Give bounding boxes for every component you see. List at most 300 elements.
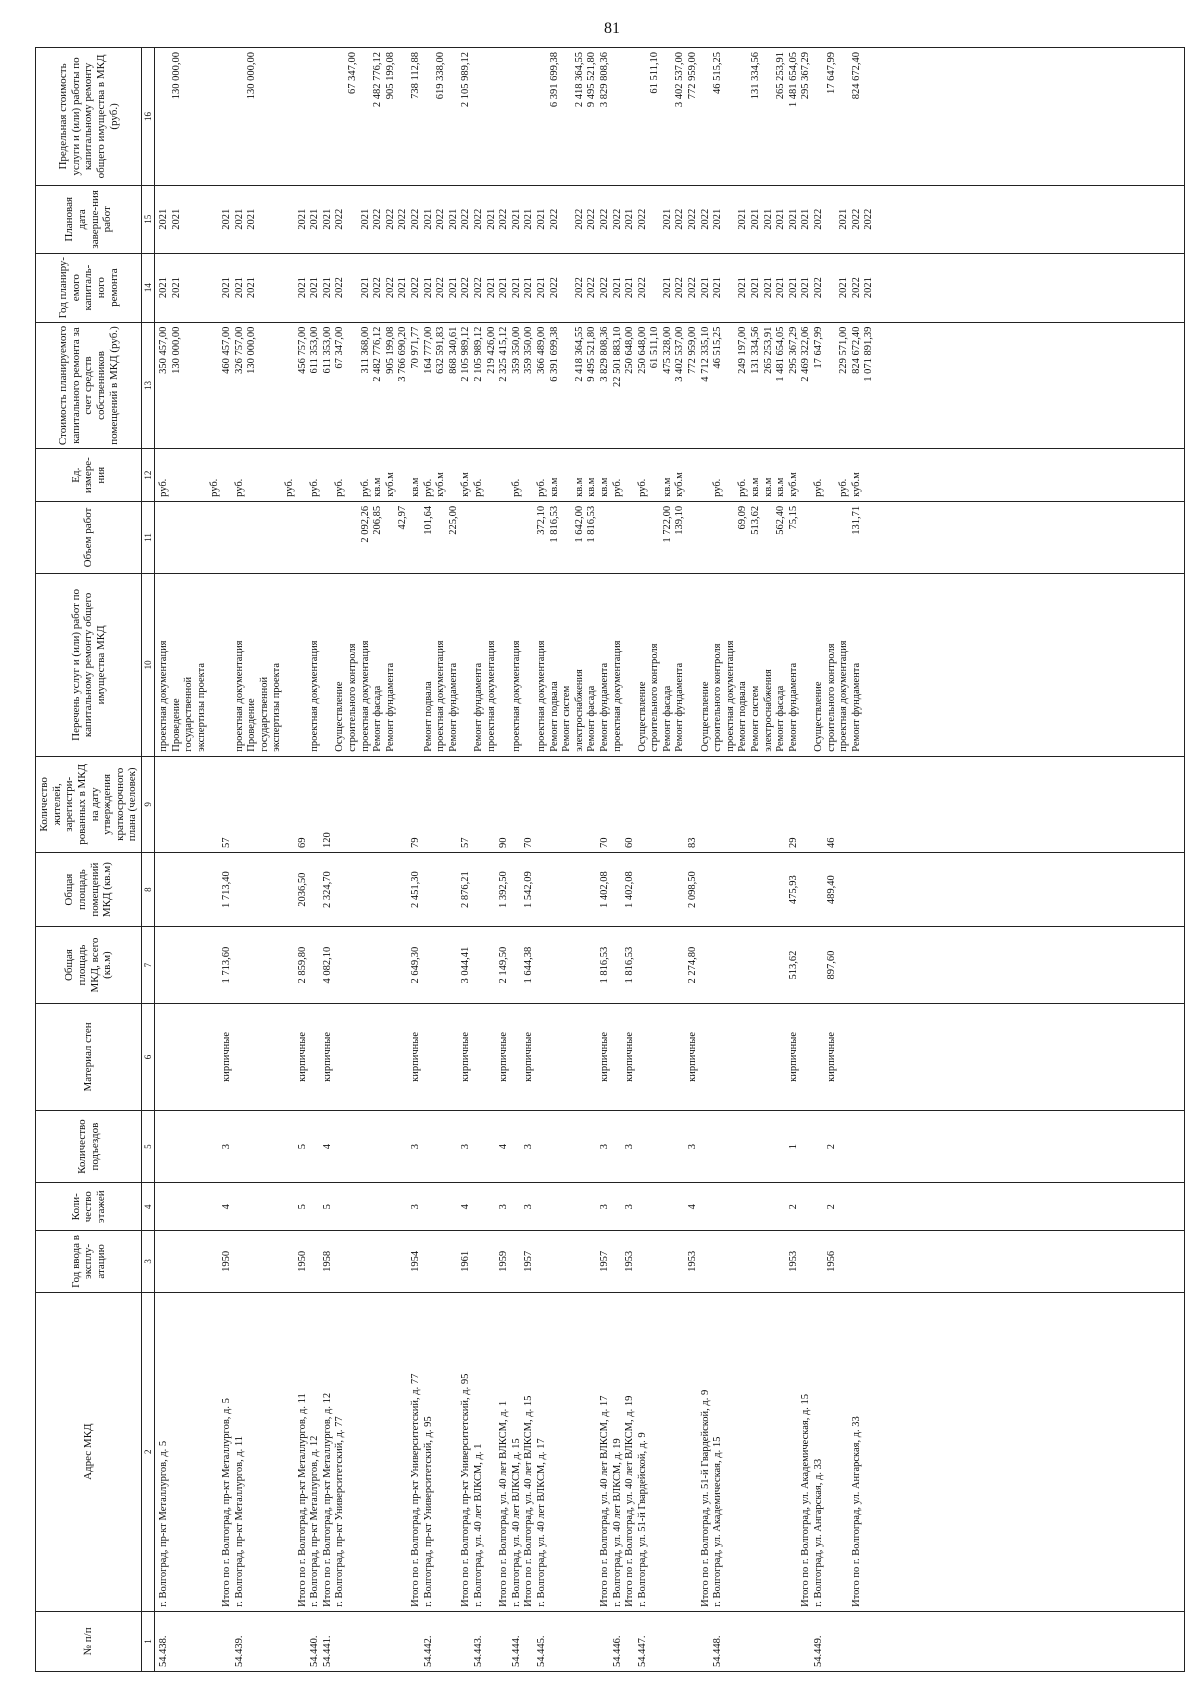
table-cell-line: 54.449.: [813, 1635, 824, 1667]
table-cell-line: 2 105 989,12: [460, 52, 472, 108]
table-cell-line: [385, 506, 398, 569]
table-cell-line: [637, 1187, 650, 1226]
table-cell-line: 57: [221, 837, 233, 848]
column-number: 4: [142, 1183, 155, 1231]
table-cell-line: [423, 857, 436, 922]
table-cell-line: [637, 1008, 650, 1106]
table-cell-line: 2022: [687, 208, 699, 230]
table-cell-line: [549, 1297, 562, 1607]
table-cell-line: [826, 327, 839, 445]
table-cell-line: [750, 761, 763, 848]
table-cell-line: [838, 1616, 851, 1667]
table-cell-line: [712, 1008, 725, 1106]
table-cell-line: 75,15: [787, 505, 799, 530]
table-cell-line: 2021: [523, 277, 535, 299]
table-cell-line: [347, 327, 360, 445]
table-cell-line: [397, 857, 410, 922]
table-cell-line: [511, 857, 524, 922]
table-cell-line: 2 482 776,12: [372, 326, 384, 382]
table-cell-line: [171, 761, 184, 848]
table-cell-line: кв.м: [372, 477, 384, 497]
table-cell-line: г. Волгоград, пр-кт Металлургов, д. 12: [309, 1435, 321, 1607]
table-cell-line: [196, 258, 209, 318]
table-cell-line: 2021: [535, 208, 547, 230]
table-cell-line: 46: [825, 837, 837, 848]
table-cell-line: [511, 1115, 524, 1178]
column-header: Общая площадь МКД, всего (кв.м): [36, 927, 142, 1004]
table-cell-line: [800, 1187, 813, 1226]
table-cell-line: 2021: [296, 208, 308, 230]
table-cell-line: [284, 1235, 297, 1287]
table-cell-line: [586, 857, 599, 922]
table-cell-line: [813, 52, 826, 181]
table-cell-line: [662, 52, 675, 181]
table-cell-line: [725, 1187, 738, 1226]
table-cell-line: 824 672,40: [850, 326, 862, 374]
table-cell-line: 2022: [435, 208, 447, 230]
table-cell-line: [473, 506, 486, 569]
table-cell-line: 3 766 690,20: [397, 326, 409, 382]
table-cell-line: [297, 578, 310, 752]
table-cell-line: [448, 52, 461, 181]
table-cell-line: [435, 506, 448, 569]
table-cell-line: [246, 1115, 259, 1178]
table-cell-line: [511, 931, 524, 999]
table-cell-line: [687, 506, 700, 569]
table-cell-line: [624, 506, 637, 569]
table-cell-line: [234, 761, 247, 848]
table-cell-line: [448, 1235, 461, 1287]
table-cell-line: [397, 1115, 410, 1178]
table-cell-line: 57: [460, 837, 472, 848]
table-cell-line: [309, 1235, 322, 1287]
table-cell-line: 1956: [825, 1250, 837, 1272]
table-cell-line: 2021: [624, 208, 636, 230]
table-cell-line: [448, 1008, 461, 1106]
table-cell-line: 1953: [687, 1250, 699, 1272]
table-cell-line: 562,40: [775, 505, 787, 535]
table-cell-line: 2022: [850, 277, 862, 299]
table-cell-line: [574, 931, 587, 999]
table-cell-line: [561, 1115, 574, 1178]
table-cell-line: [171, 1115, 184, 1178]
table-cell-line: 2021: [498, 277, 510, 299]
table-cell-line: [725, 857, 738, 922]
table-cell-line: 611 353,00: [309, 326, 321, 374]
table-column-3: [155, 1231, 1185, 1292]
table-cell-line: [423, 761, 436, 848]
table-cell-line: [423, 1008, 436, 1106]
table-cell-line: 225,00: [447, 505, 459, 535]
table-cell-line: [259, 1187, 272, 1226]
table-cell-line: 738 112,88: [410, 52, 421, 99]
table-cell-line: [473, 931, 486, 999]
column-header: Объем работ: [36, 501, 142, 573]
table-cell-line: 2021: [485, 277, 497, 299]
table-cell-line: 1: [787, 1143, 799, 1150]
table-cell-line: [486, 857, 499, 922]
table-cell-line: [523, 52, 536, 181]
table-cell-line: 250 648,00: [636, 326, 648, 374]
table-cell-line: [637, 1235, 650, 1287]
table-cell-line: [372, 761, 385, 848]
table-cell-line: [322, 506, 335, 569]
table-cell-line: 67 347,00: [334, 326, 346, 369]
column-number: 13: [142, 322, 155, 449]
table-cell-line: [624, 1616, 637, 1667]
table-cell-line: [372, 1235, 385, 1287]
table-cell-line: куб.м: [787, 472, 799, 497]
table-cell-line: [234, 1235, 247, 1287]
table-cell-line: 2022: [611, 208, 623, 230]
table-cell-line: [183, 506, 196, 569]
table-cell-line: 22 501 883,10: [611, 326, 623, 387]
table-cell-line: [196, 1235, 209, 1287]
table-cell-line: [800, 506, 813, 569]
table-cell-line: [385, 761, 398, 848]
column-header: Перечень услуг и (или) работ по капитальному ремонту общего имущества МКД: [36, 574, 142, 757]
table-cell-line: [259, 1115, 272, 1178]
table-cell-line: кирпичные: [624, 1032, 636, 1082]
table-cell-line: 2021: [246, 277, 258, 299]
table-cell-line: 130 000,00: [246, 52, 258, 100]
table-cell-line: [183, 190, 196, 249]
table-cell-line: 359 350,00: [510, 326, 522, 374]
table-cell-line: [712, 1115, 725, 1178]
table-cell-line: 905 199,08: [384, 326, 396, 374]
table-cell-line: кв.м: [548, 477, 560, 497]
table-cell-line: 131,71: [850, 505, 862, 535]
table-cell-line: [334, 1616, 347, 1667]
table-cell-line: 17 647,99: [813, 326, 824, 369]
table-cell-line: [750, 1115, 763, 1178]
column-number: 7: [142, 927, 155, 1004]
table-cell-line: 2021: [221, 277, 233, 299]
table-cell-line: [486, 1235, 499, 1287]
table-cell-line: 824 672,40: [850, 52, 862, 100]
table-cell-line: руб.: [208, 478, 220, 497]
table-cell-line: [486, 1616, 499, 1667]
table-cell-line: [536, 52, 549, 181]
table-cell-line: [813, 506, 826, 569]
table-cell-line: 5: [321, 1204, 333, 1210]
table-cell-line: [574, 761, 587, 848]
table-cell-line: 1953: [787, 1250, 799, 1272]
table-cell-line: 3: [221, 1143, 233, 1150]
table-cell-line: 2 649,30: [410, 946, 421, 984]
table-cell-line: [171, 857, 184, 922]
table-cell-line: 2 469 322,06: [800, 326, 812, 382]
table-column-8: [155, 852, 1185, 926]
table-cell-line: [674, 1235, 687, 1287]
table-cell-line: 206,85: [372, 505, 384, 535]
table-cell-line: [171, 1235, 184, 1287]
table-cell-line: 2021: [661, 208, 673, 230]
table-cell-line: [574, 1235, 587, 1287]
table-cell-line: 2022: [498, 208, 510, 230]
table-cell-line: 2 274,80: [687, 946, 699, 984]
table-cell-line: проектная документация: [838, 640, 850, 752]
table-cell-line: [360, 52, 373, 181]
table-cell-line: [737, 1115, 750, 1178]
table-cell-line: [763, 1115, 776, 1178]
table-cell-line: 2021: [485, 208, 497, 230]
table-cell-line: [737, 1616, 750, 1667]
table-cell-line: 2021: [750, 277, 762, 299]
table-cell-line: [498, 453, 511, 496]
column-number: 5: [142, 1111, 155, 1183]
table-cell-line: [448, 761, 461, 848]
table-cell-line: [763, 931, 776, 999]
table-cell-line: [271, 1235, 284, 1287]
table-cell-line: 2021: [737, 277, 749, 299]
table-cell-line: [347, 453, 360, 496]
table-cell-line: [360, 761, 373, 848]
table-cell-line: [662, 1115, 675, 1178]
table-cell-line: [284, 578, 297, 752]
table-cell-line: 2021: [762, 208, 774, 230]
table-cell-line: [637, 761, 650, 848]
table-cell-line: [397, 761, 410, 848]
table-cell-line: [763, 761, 776, 848]
table-cell-line: [586, 1616, 599, 1667]
table-cell-line: 2022: [384, 208, 396, 230]
table-cell-line: Ремонт фундамента: [384, 662, 396, 752]
table-column-14: [155, 253, 1185, 322]
table-cell-line: [800, 1008, 813, 1106]
table-cell-line: экспертизы проекта: [195, 663, 207, 752]
table-column-15: [155, 185, 1185, 253]
table-cell-line: 2 451,30: [410, 871, 421, 908]
table-cell-line: [473, 52, 486, 181]
table-cell-line: [385, 1297, 398, 1607]
table-cell-line: [775, 1008, 788, 1106]
table-cell-line: проектная документация: [309, 640, 321, 752]
table-cell-line: [700, 931, 713, 999]
table-cell-line: [271, 1187, 284, 1226]
table-cell-line: [284, 1115, 297, 1178]
table-cell-line: 2021: [535, 277, 547, 299]
table-cell-line: [435, 857, 448, 922]
table-cell-line: [410, 1616, 423, 1667]
table-cell-line: [334, 506, 347, 569]
table-cell-line: [586, 1187, 599, 1226]
capital-repair-table-sheet: [35, 47, 1185, 1672]
table-cell-line: [624, 52, 637, 181]
table-cell-line: [360, 1187, 373, 1226]
table-cell-line: [649, 761, 662, 848]
table-cell-line: экспертизы проекта: [271, 663, 283, 752]
table-cell-line: электроснабжения: [573, 669, 585, 752]
table-cell-line: 2021: [712, 277, 724, 299]
table-cell-line: 2 325 415,12: [498, 326, 510, 382]
table-cell-line: 3 829 808,36: [598, 52, 610, 108]
table-cell-line: [662, 1616, 675, 1667]
table-cell-line: 229 571,00: [838, 326, 850, 374]
table-cell-line: [511, 506, 524, 569]
table-cell-line: руб.: [712, 478, 724, 497]
table-cell-line: [259, 327, 272, 445]
table-cell-line: [725, 258, 738, 318]
table-cell-line: руб.: [334, 478, 346, 497]
table-cell-line: 61 511,10: [649, 52, 661, 94]
table-cell-line: 2022: [813, 208, 824, 230]
table-cell-line: 2021: [246, 208, 258, 230]
table-cell-line: [372, 1187, 385, 1226]
table-cell-line: [322, 453, 335, 496]
table-cell-line: [498, 52, 511, 181]
table-cell-line: [662, 1008, 675, 1106]
table-cell-line: 101,64: [422, 505, 434, 535]
table-cell-line: 5: [296, 1204, 308, 1210]
table-cell-line: [775, 931, 788, 999]
table-cell-line: [221, 506, 234, 569]
table-cell-line: [473, 1235, 486, 1287]
table-cell-line: [712, 1235, 725, 1287]
table-cell-line: [284, 761, 297, 848]
table-cell-line: [700, 506, 713, 569]
table-cell-line: [246, 1616, 259, 1667]
table-cell-line: 2021: [787, 277, 799, 299]
table-cell-line: 2022: [687, 277, 699, 299]
table-cell-line: 90: [498, 837, 510, 848]
table-cell-line: 2 859,80: [296, 946, 308, 984]
table-cell-line: [259, 52, 272, 181]
column-header: Стоимость планируемого капитального ремонта за счет средств собственников помещений в МКД (руб.): [36, 322, 142, 449]
table-cell-line: [347, 1008, 360, 1106]
table-cell-line: кв.м: [573, 477, 585, 497]
table-cell-line: [788, 1297, 801, 1607]
table-cell-line: 2022: [573, 277, 585, 299]
table-cell-line: 1 642,00: [573, 505, 585, 543]
table-cell-line: [171, 1297, 184, 1607]
table-cell-line: [372, 1115, 385, 1178]
table-column-1: [155, 1611, 1185, 1671]
table-cell-line: [284, 1008, 297, 1106]
table-cell-line: [309, 1187, 322, 1226]
table-cell-line: [612, 1115, 625, 1178]
table-cell-line: [662, 1187, 675, 1226]
table-cell-line: 2 418 364,55: [573, 326, 585, 382]
table-cell-line: 3: [498, 1204, 510, 1210]
table-cell-line: [838, 506, 851, 569]
table-cell-line: 2021: [838, 277, 850, 299]
table-cell-line: [259, 1297, 272, 1607]
table-cell-line: 46 515,25: [712, 326, 724, 369]
table-cell-line: 2021: [699, 277, 711, 299]
table-cell-line: [700, 1008, 713, 1106]
table-cell-line: куб.м: [435, 472, 447, 497]
table-cell-line: [196, 52, 209, 181]
column-number: 14: [142, 253, 155, 322]
column-header: Предельная стоимость услуги и (или) работы по капитальному ремонту общего имущества в МКД (руб.): [36, 48, 142, 186]
table-cell-line: [674, 1187, 687, 1226]
table-cell-line: [700, 1187, 713, 1226]
table-cell-line: строительного контроля: [347, 643, 359, 752]
table-cell-line: 1 816,53: [586, 505, 598, 543]
table-cell-line: [171, 1008, 184, 1106]
table-cell-line: [649, 1187, 662, 1226]
table-cell-line: [183, 931, 196, 999]
table-cell-line: [397, 578, 410, 752]
table-cell-line: [221, 52, 234, 181]
table-cell-line: [196, 1297, 209, 1607]
table-cell-line: 2021: [447, 277, 459, 299]
table-cell-line: [372, 931, 385, 999]
table-cell-line: [674, 931, 687, 999]
table-cell-line: [334, 52, 347, 181]
table-cell-line: [209, 1008, 222, 1106]
table-cell-line: куб.м: [674, 472, 686, 497]
table-cell-line: [385, 931, 398, 999]
table-cell-line: [209, 190, 222, 249]
table-cell-line: [347, 761, 360, 848]
table-column-9: [155, 756, 1185, 852]
table-cell-line: 1 722,00: [661, 505, 673, 543]
table-cell-line: куб.м: [460, 472, 472, 497]
table-cell-line: кв.м: [410, 477, 421, 497]
table-cell-line: г. Волгоград, ул. Ангарская, д. 33: [813, 1458, 824, 1607]
table-cell-line: [838, 52, 851, 181]
table-cell-line: 326 757,00: [233, 326, 245, 374]
table-cell-line: [800, 578, 813, 752]
table-cell-line: [775, 1616, 788, 1667]
table-cell-line: [649, 1008, 662, 1106]
table-cell-line: 1953: [624, 1250, 636, 1272]
table-cell-line: [687, 1297, 700, 1607]
table-cell-line: 2021: [611, 277, 623, 299]
table-cell-line: 2021: [359, 208, 371, 230]
table-cell-line: [435, 1616, 448, 1667]
table-cell-line: 2022: [472, 277, 484, 299]
table-cell-line: [385, 1187, 398, 1226]
table-cell-line: Осуществление: [334, 681, 346, 752]
table-cell-line: [397, 931, 410, 999]
table-cell-line: [561, 1187, 574, 1226]
column-header: Количество жителей, зарегистри-рованных в МКД на дату утверждения краткосрочного плана (человек): [36, 756, 142, 852]
table-cell-line: кв.м: [775, 477, 787, 497]
table-cell-line: [271, 258, 284, 318]
table-cell-line: [750, 1187, 763, 1226]
table-cell-line: 2022: [548, 277, 560, 299]
table-cell-line: 4: [221, 1204, 233, 1210]
table-cell-line: 4 082,10: [321, 946, 333, 984]
table-cell-line: [687, 1616, 700, 1667]
table-cell-line: руб.: [510, 478, 522, 497]
table-cell-line: [448, 931, 461, 999]
table-cell-line: 69: [296, 837, 308, 848]
table-cell-line: [574, 1008, 587, 1106]
table-cell-line: [700, 1115, 713, 1178]
table-cell-line: г. Волгоград, пр-кт Университетский, д. 95: [422, 1416, 434, 1607]
table-cell-line: [561, 453, 574, 496]
table-cell-line: [423, 931, 436, 999]
table-cell-line: [385, 1235, 398, 1287]
table-cell-line: 17 647,99: [825, 52, 837, 94]
table-cell-line: [612, 1008, 625, 1106]
table-cell-line: 2021: [510, 277, 522, 299]
table-cell-line: 69,09: [737, 505, 749, 530]
table-cell-line: [549, 761, 562, 848]
table-cell-line: [284, 258, 297, 318]
table-cell-line: Ремонт фундамента: [787, 662, 799, 752]
table-cell-line: [561, 1235, 574, 1287]
table-cell-line: Итого по г. Волгоград, ул. 40 лет ВЛКСМ, д. 15: [523, 1395, 535, 1607]
table-cell-line: [737, 1235, 750, 1287]
table-cell-line: 2022: [435, 277, 447, 299]
table-cell-line: [271, 190, 284, 249]
table-cell-line: [271, 506, 284, 569]
